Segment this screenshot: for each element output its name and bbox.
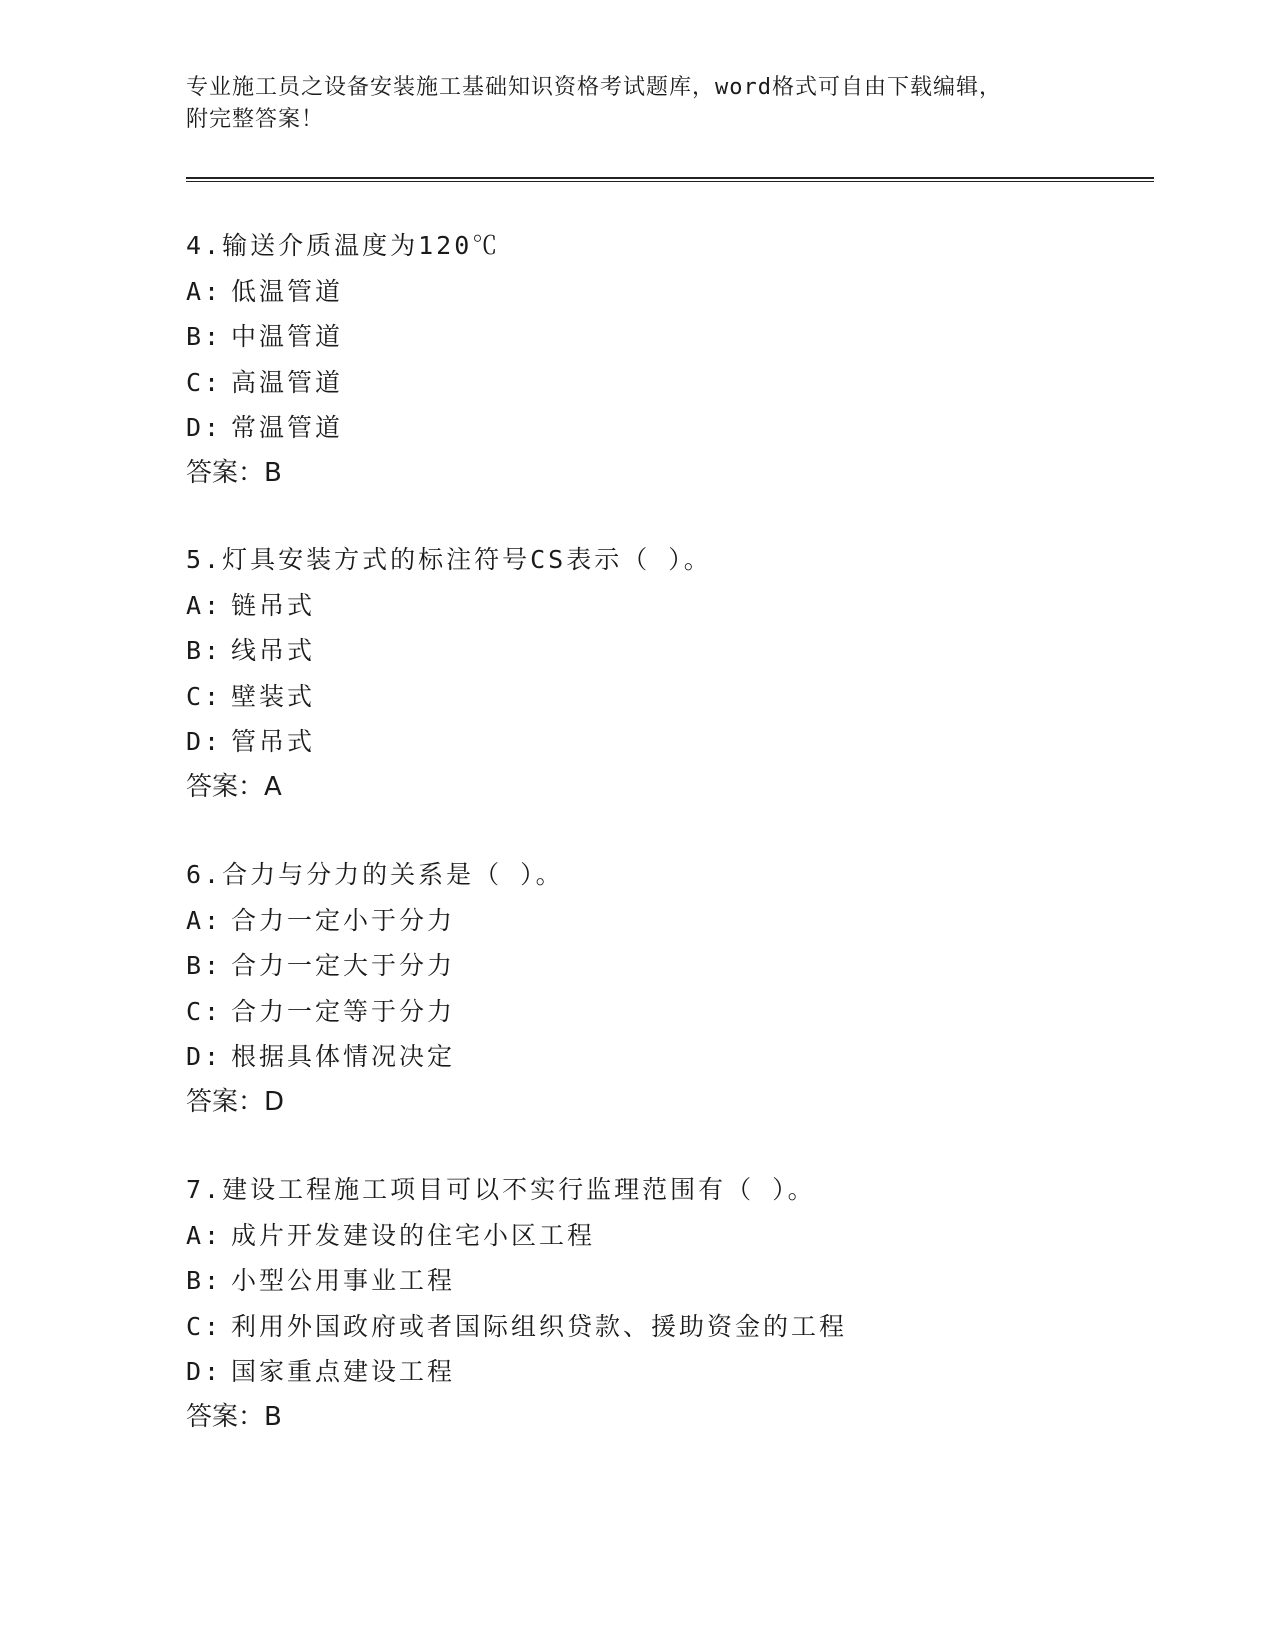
header-divider (186, 177, 1154, 182)
option-text: 中温管道 (231, 322, 344, 351)
option-c (186, 1304, 1146, 1350)
option-label: A: (186, 276, 223, 306)
option-text: 利用外国政府或者国际组织贷款、援助资金的工程 (231, 1311, 848, 1341)
option-text: 线吊式 (231, 636, 316, 665)
option-a (186, 583, 1146, 629)
option-label: A: (186, 905, 223, 935)
option-label: C: (186, 996, 223, 1026)
option-b (186, 1258, 1146, 1304)
option-label: D: (186, 413, 223, 442)
option-label: B: (186, 951, 223, 980)
question-block (186, 852, 1146, 1125)
header-line-2: 附完整答案！ (186, 107, 325, 132)
option-text: 壁装式 (231, 681, 316, 711)
question-title: 7.建设工程施工项目可以不实行监理范围有（ ）。 (186, 1175, 816, 1204)
question-title: 6.合力与分力的关系是（ ）。 (186, 860, 564, 889)
option-c (186, 674, 1146, 720)
question-block (186, 223, 1146, 496)
option-text: 合力一定等于分力 (231, 996, 456, 1026)
option-b (186, 628, 1146, 674)
option-text: 常温管道 (231, 413, 344, 442)
answer-line: 答案：B (186, 1401, 282, 1432)
answer-line: 答案：B (186, 457, 282, 488)
question-block (186, 537, 1146, 810)
option-text: 高温管道 (231, 367, 344, 397)
option-text: 合力一定大于分力 (231, 951, 456, 980)
option-label: B: (186, 322, 223, 351)
option-b (186, 314, 1146, 360)
option-text: 小型公用事业工程 (231, 1266, 456, 1295)
option-label: C: (186, 367, 223, 397)
option-text: 低温管道 (231, 276, 344, 306)
answer-line: 答案：D (186, 1086, 285, 1117)
option-d (186, 1034, 1146, 1080)
option-text: 根据具体情况决定 (231, 1042, 456, 1071)
option-label: C: (186, 1311, 223, 1341)
header-line-1: 专业施工员之设备安装施工基础知识资格考试题库，word格式可自由下载编辑， (186, 75, 1002, 100)
option-d (186, 405, 1146, 451)
option-label: D: (186, 1357, 223, 1386)
option-label: B: (186, 1266, 223, 1295)
option-c (186, 360, 1146, 406)
option-d (186, 719, 1146, 765)
option-label: D: (186, 727, 223, 756)
answer-line: 答案：A (186, 771, 282, 802)
option-a (186, 269, 1146, 315)
option-text: 合力一定小于分力 (231, 905, 456, 935)
option-text: 成片开发建设的住宅小区工程 (231, 1220, 596, 1250)
option-label: A: (186, 590, 223, 620)
option-text: 国家重点建设工程 (231, 1357, 456, 1386)
option-label: D: (186, 1042, 223, 1071)
option-label: C: (186, 681, 223, 711)
option-text: 链吊式 (231, 590, 316, 620)
document-header (186, 72, 1146, 136)
option-a (186, 898, 1146, 944)
option-a (186, 1213, 1146, 1259)
option-label: A: (186, 1220, 223, 1250)
question-title: 5.灯具安装方式的标注符号CS表示（ ）。 (186, 545, 712, 574)
question-block (186, 1167, 1146, 1440)
option-label: B: (186, 636, 223, 665)
option-text: 管吊式 (231, 727, 316, 756)
option-b (186, 943, 1146, 989)
question-title: 4.输送介质温度为120℃ (186, 231, 501, 260)
option-c (186, 989, 1146, 1035)
option-d (186, 1349, 1146, 1395)
